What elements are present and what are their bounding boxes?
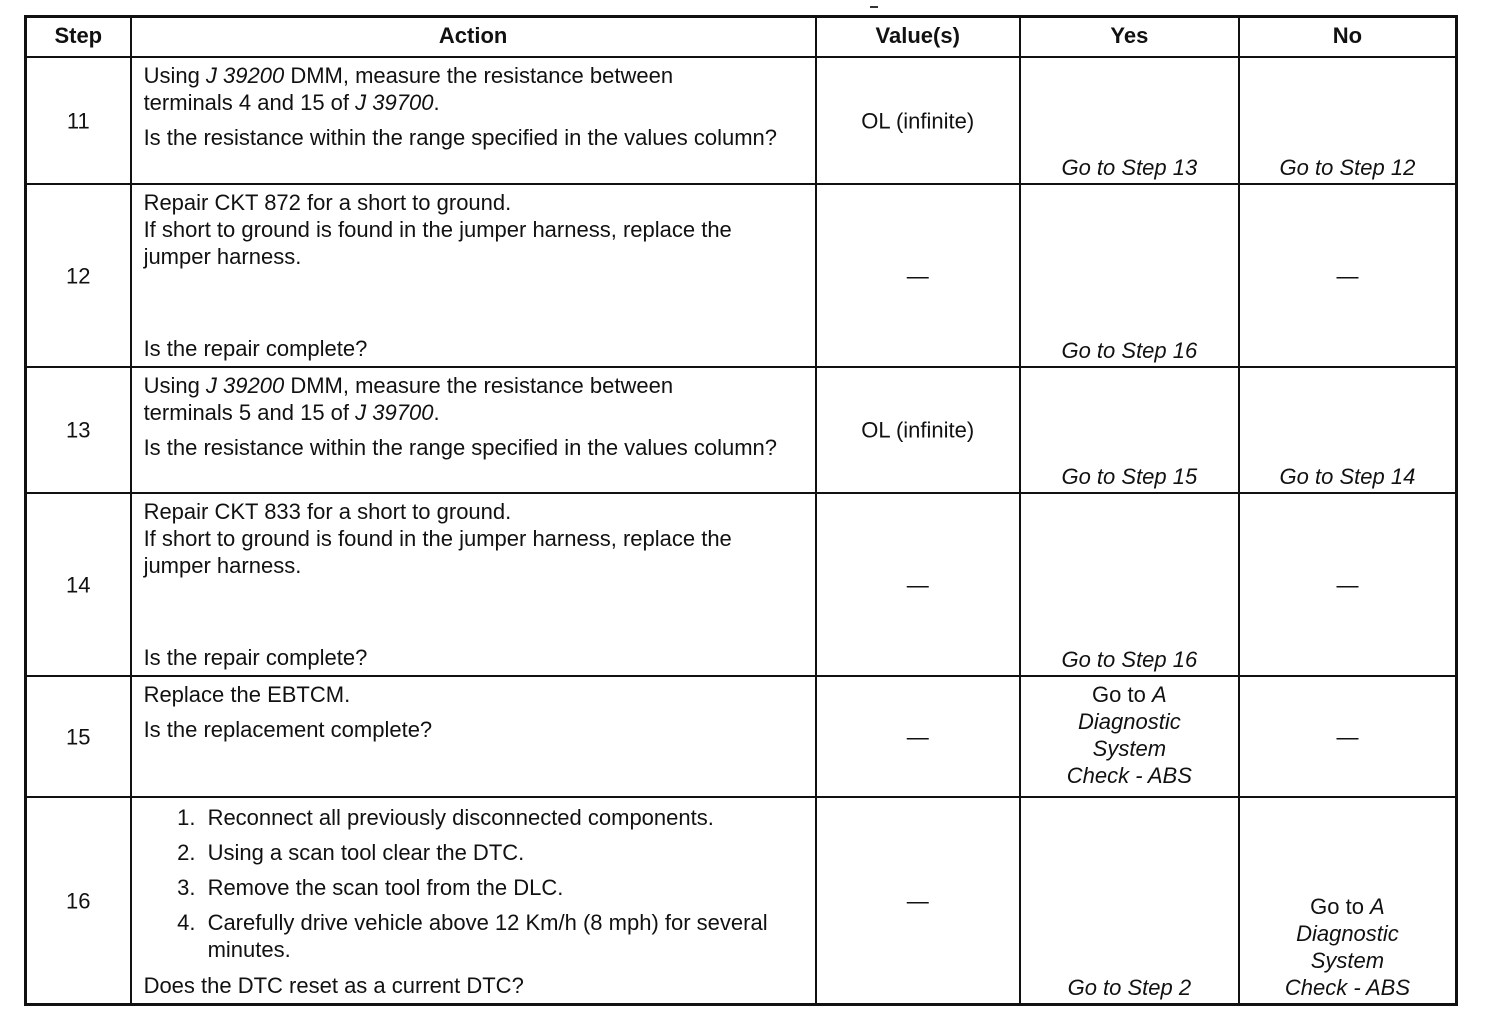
header-action: Action [132, 18, 817, 56]
table-row [27, 677, 1455, 798]
yes-cell [1021, 677, 1240, 796]
action-text: Replace the EBTCM. [143, 682, 351, 707]
value-cell [817, 185, 1021, 366]
action-cell [132, 494, 817, 675]
procedure-list [144, 804, 805, 963]
tool-reference: J 39200 [205, 373, 285, 398]
list-item: 1. Reconnect all previously disconnected components. [202, 804, 805, 831]
table-row [27, 58, 1455, 185]
no-link[interactable]: Go to A Diagnostic System Check - ABS [1284, 894, 1410, 1000]
action-cell [132, 58, 817, 183]
table-row [27, 185, 1455, 368]
tool-reference: J 39200 [205, 63, 285, 88]
no-link[interactable]: Go to Step 14 [1279, 464, 1416, 489]
table-header-row [27, 18, 1455, 58]
action-question: Is the resistance within the range specified in the values column? [143, 435, 778, 460]
action-cell [132, 368, 817, 492]
action-text: Repair CKT 872 for a short to ground. [143, 190, 512, 215]
value-cell [817, 677, 1021, 796]
yes-link[interactable]: Go to Step 2 [1067, 975, 1192, 1000]
value-text: OL (infinite) [861, 417, 975, 443]
diagnostic-table [24, 15, 1458, 1006]
header-no: No [1332, 23, 1363, 48]
no-cell [1240, 368, 1455, 492]
yes-link[interactable]: Go to Step 16 [1061, 647, 1198, 672]
step-number: 13 [66, 417, 91, 443]
action-text: If short to ground is found in the jumper harness, replace the jumper harness. [143, 217, 732, 269]
header-yes: Yes [1021, 18, 1240, 56]
step-cell [27, 185, 132, 366]
tool-reference: J 39700 [355, 90, 434, 115]
list-item: 2. Using a scan tool clear the DTC. [202, 839, 805, 866]
step-cell [27, 58, 132, 183]
table-row [27, 798, 1455, 1003]
no-cell [1240, 58, 1455, 183]
header-values: Value(s) [817, 18, 1021, 56]
action-text: Using J 39200 DMM, measure the resistance between [143, 63, 674, 88]
header-step: Step [27, 18, 132, 56]
value-cell [817, 494, 1021, 675]
action-question: Is the repair complete? [143, 645, 368, 670]
action-text: Using J 39200 DMM, measure the resistance between [143, 373, 674, 398]
list-item: 3. Remove the scan tool from the DLC. [202, 874, 805, 901]
action-question: Does the DTC reset as a current DTC? [143, 973, 524, 998]
step-cell [27, 368, 132, 492]
no-text: — [1336, 572, 1359, 597]
yes-cell [1021, 494, 1240, 675]
action-cell [132, 798, 817, 1003]
no-cell [1240, 494, 1455, 675]
step-number: 14 [66, 572, 91, 597]
step-number: 15 [66, 724, 91, 749]
value-text: — [906, 263, 929, 288]
table-row [27, 368, 1455, 494]
scan-mark [870, 6, 878, 8]
action-text: terminals 4 and 15 of J 39700. [143, 90, 440, 115]
value-cell [817, 798, 1021, 1003]
value-text: — [906, 888, 929, 913]
no-text: — [1336, 724, 1359, 749]
yes-link[interactable]: Go to A Diagnostic System Check - ABS [1066, 682, 1192, 788]
table-row [27, 494, 1455, 677]
step-cell [27, 677, 132, 796]
action-text: Repair CKT 833 for a short to ground. [143, 499, 512, 524]
action-question: Is the repair complete? [143, 336, 368, 361]
value-text: — [906, 724, 929, 749]
action-text: terminals 5 and 15 of J 39700. [143, 400, 440, 425]
action-question: Is the resistance within the range specified in the values column? [143, 125, 778, 150]
yes-link[interactable]: Go to Step 15 [1061, 464, 1198, 489]
tool-reference: J 39700 [355, 400, 434, 425]
no-cell [1240, 798, 1455, 1003]
step-cell [27, 494, 132, 675]
no-link[interactable]: Go to Step 12 [1279, 155, 1416, 180]
yes-cell [1021, 58, 1240, 183]
yes-link[interactable]: Go to Step 16 [1061, 338, 1198, 363]
step-number: 12 [66, 263, 91, 288]
value-cell [817, 58, 1021, 183]
yes-cell [1021, 185, 1240, 366]
no-cell [1240, 185, 1455, 366]
step-number: 16 [66, 888, 91, 913]
no-text: — [1336, 263, 1359, 288]
action-cell [132, 185, 817, 366]
step-number: 11 [66, 108, 90, 133]
list-item: 4. Carefully drive vehicle above 12 Km/h (8 mph) for several minutes. [202, 909, 805, 963]
no-cell [1240, 677, 1455, 796]
action-cell [132, 677, 817, 796]
yes-cell [1021, 368, 1240, 492]
value-text: OL (infinite) [861, 108, 975, 133]
yes-link[interactable]: Go to Step 13 [1061, 155, 1198, 180]
value-cell [817, 368, 1021, 492]
action-text: If short to ground is found in the jumper harness, replace the jumper harness. [143, 526, 732, 578]
step-cell [27, 798, 132, 1003]
yes-cell [1021, 798, 1240, 1003]
value-text: — [906, 572, 929, 597]
action-question: Is the replacement complete? [143, 717, 433, 742]
